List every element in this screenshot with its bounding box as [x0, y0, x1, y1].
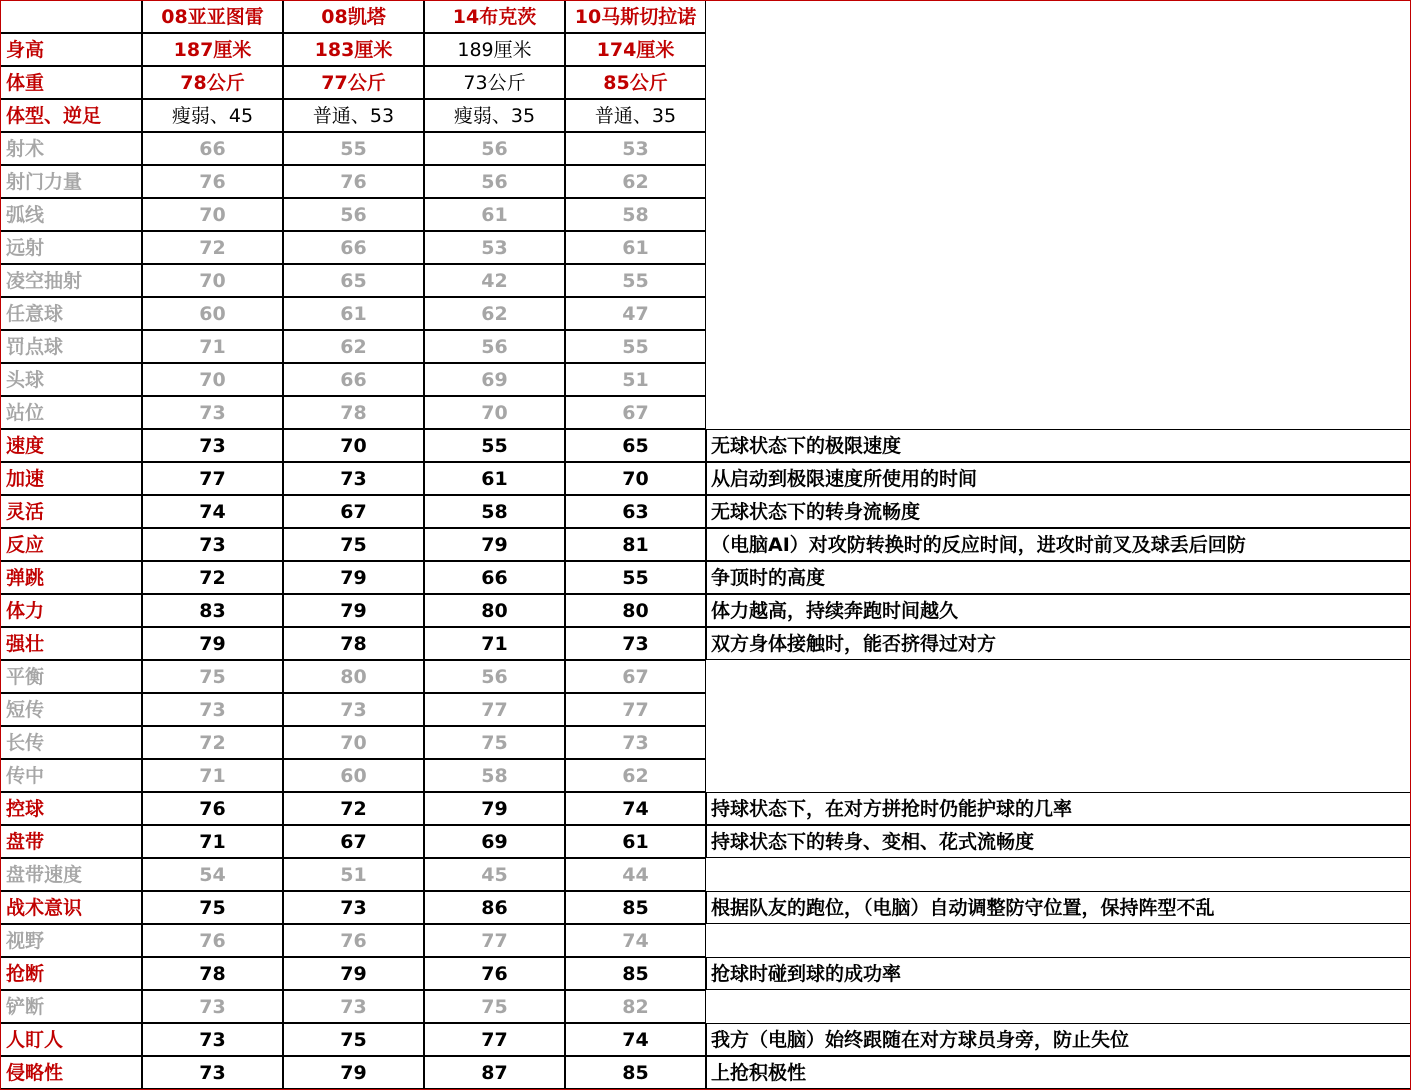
- stat-value: 73: [142, 1023, 283, 1056]
- table-row: [0, 924, 1411, 957]
- stat-value: 75: [424, 990, 565, 1023]
- table-row: [0, 1023, 1411, 1056]
- stat-value: 61: [283, 297, 424, 330]
- table-row: [0, 891, 1411, 924]
- stat-value: 77公斤: [283, 66, 424, 99]
- stat-value: 79: [424, 528, 565, 561]
- player-header: 10马斯切拉诺: [565, 0, 706, 33]
- stat-value: 44: [565, 858, 706, 891]
- table-row: [0, 132, 1411, 165]
- stat-value: 73: [283, 891, 424, 924]
- stat-value: 70: [142, 198, 283, 231]
- stat-value: 71: [142, 825, 283, 858]
- stat-value: 67: [565, 660, 706, 693]
- stat-value: 58: [424, 495, 565, 528]
- attribute-label: 传中: [0, 759, 142, 792]
- table-row: [0, 33, 1411, 66]
- attribute-label: 弧线: [0, 198, 142, 231]
- stat-value: 75: [283, 528, 424, 561]
- stat-value: 86: [424, 891, 565, 924]
- attribute-label: 铲断: [0, 990, 142, 1023]
- stat-value: 瘦弱、35: [424, 99, 565, 132]
- attribute-label: 弹跳: [0, 561, 142, 594]
- stat-value: 78: [283, 627, 424, 660]
- stat-value: 77: [565, 693, 706, 726]
- stat-value: 183厘米: [283, 33, 424, 66]
- attribute-label: 站位: [0, 396, 142, 429]
- stat-value: 62: [565, 759, 706, 792]
- stat-value: 66: [283, 363, 424, 396]
- stat-value: 70: [424, 396, 565, 429]
- stat-value: 56: [424, 165, 565, 198]
- table-row: [0, 990, 1411, 1023]
- stat-value: 56: [424, 330, 565, 363]
- table-row: [0, 627, 1411, 660]
- stat-value: 73: [283, 462, 424, 495]
- table-row: [0, 231, 1411, 264]
- stat-value: 72: [142, 726, 283, 759]
- attribute-label: 短传: [0, 693, 142, 726]
- table-row: [0, 429, 1411, 462]
- stat-value: 62: [565, 165, 706, 198]
- stat-value: 70: [565, 462, 706, 495]
- attribute-label: 射门力量: [0, 165, 142, 198]
- stat-value: 普通、53: [283, 99, 424, 132]
- stat-value: 74: [565, 924, 706, 957]
- table-row: [0, 165, 1411, 198]
- stat-value: 75: [424, 726, 565, 759]
- stat-value: 80: [565, 594, 706, 627]
- table-row: [0, 759, 1411, 792]
- stat-value: 60: [142, 297, 283, 330]
- attribute-description: （电脑AI）对攻防转换时的反应时间，进攻时前叉及球丢后回防: [706, 528, 1411, 561]
- stat-value: 73: [142, 990, 283, 1023]
- stat-value: 73: [565, 627, 706, 660]
- attribute-label: 抢断: [0, 957, 142, 990]
- attribute-label: 平衡: [0, 660, 142, 693]
- stat-value: 74: [142, 495, 283, 528]
- table-row: [0, 528, 1411, 561]
- stat-value: 73: [283, 693, 424, 726]
- stat-value: 55: [424, 429, 565, 462]
- stat-value: 61: [565, 825, 706, 858]
- stat-value: 79: [283, 1056, 424, 1089]
- stat-value: 56: [283, 198, 424, 231]
- stat-value: 79: [283, 957, 424, 990]
- stat-value: 56: [424, 660, 565, 693]
- stat-value: 74: [565, 792, 706, 825]
- stat-value: 70: [142, 363, 283, 396]
- table-row: [0, 825, 1411, 858]
- stat-value: 70: [283, 726, 424, 759]
- table-row: [0, 66, 1411, 99]
- stat-value: 80: [283, 660, 424, 693]
- stat-value: 62: [283, 330, 424, 363]
- stat-value: 55: [565, 264, 706, 297]
- stat-value: 73: [565, 726, 706, 759]
- stat-value: 78: [283, 396, 424, 429]
- attribute-label: 远射: [0, 231, 142, 264]
- stat-value: 71: [142, 330, 283, 363]
- stat-value: 80: [424, 594, 565, 627]
- table-row: [0, 957, 1411, 990]
- stat-value: 76: [283, 165, 424, 198]
- stat-value: 45: [424, 858, 565, 891]
- stat-value: 69: [424, 825, 565, 858]
- stat-value: 70: [283, 429, 424, 462]
- stat-value: 73: [142, 693, 283, 726]
- stat-value: 85: [565, 891, 706, 924]
- stat-value: 189厘米: [424, 33, 565, 66]
- player-header: 14布克茨: [424, 0, 565, 33]
- player-header: 08凯塔: [283, 0, 424, 33]
- stat-value: 73: [142, 1056, 283, 1089]
- stat-value: 78公斤: [142, 66, 283, 99]
- stat-value: 76: [142, 792, 283, 825]
- corner-cell: [0, 0, 142, 33]
- stat-value: 65: [283, 264, 424, 297]
- stat-value: 73: [283, 990, 424, 1023]
- stat-value: 55: [565, 330, 706, 363]
- stat-value: 瘦弱、45: [142, 99, 283, 132]
- attribute-description: 双方身体接触时，能否挤得过对方: [706, 627, 1411, 660]
- attribute-label: 身高: [0, 33, 142, 66]
- stat-value: 77: [142, 462, 283, 495]
- stat-value: 74: [565, 1023, 706, 1056]
- table-row: [0, 660, 1411, 693]
- table-row: [0, 858, 1411, 891]
- attribute-label: 体重: [0, 66, 142, 99]
- attribute-label: 视野: [0, 924, 142, 957]
- attribute-label: 侵略性: [0, 1056, 142, 1089]
- attribute-label: 长传: [0, 726, 142, 759]
- stat-value: 73公斤: [424, 66, 565, 99]
- attribute-label: 盘带: [0, 825, 142, 858]
- stat-value: 70: [142, 264, 283, 297]
- stat-value: 58: [424, 759, 565, 792]
- stat-value: 75: [283, 1023, 424, 1056]
- attribute-description: 上抢积极性: [706, 1056, 1411, 1089]
- attribute-label: 灵活: [0, 495, 142, 528]
- stat-value: 71: [424, 627, 565, 660]
- table-row: [0, 99, 1411, 132]
- stat-value: 79: [424, 792, 565, 825]
- attribute-description: 我方（电脑）始终跟随在对方球员身旁，防止失位: [706, 1023, 1411, 1056]
- stat-value: 61: [565, 231, 706, 264]
- stat-value: 76: [283, 924, 424, 957]
- attribute-description: 持球状态下，在对方拼抢时仍能护球的几率: [706, 792, 1411, 825]
- attribute-description: 争顶时的高度: [706, 561, 1411, 594]
- attribute-label: 速度: [0, 429, 142, 462]
- table-row: [0, 264, 1411, 297]
- stat-value: 66: [424, 561, 565, 594]
- stat-value: 60: [283, 759, 424, 792]
- table-row: [0, 495, 1411, 528]
- attribute-label: 盘带速度: [0, 858, 142, 891]
- attribute-description: 根据队友的跑位，（电脑）自动调整防守位置，保持阵型不乱: [706, 891, 1411, 924]
- table-row: [0, 198, 1411, 231]
- stat-value: 53: [424, 231, 565, 264]
- attribute-description: 从启动到极限速度所使用的时间: [706, 462, 1411, 495]
- table-row: [0, 363, 1411, 396]
- table-row: [0, 792, 1411, 825]
- stat-value: 53: [565, 132, 706, 165]
- table-row: [0, 462, 1411, 495]
- attribute-label: 凌空抽射: [0, 264, 142, 297]
- attribute-label: 人盯人: [0, 1023, 142, 1056]
- stat-value: 69: [424, 363, 565, 396]
- attribute-description: 持球状态下的转身、变相、花式流畅度: [706, 825, 1411, 858]
- stat-value: 62: [424, 297, 565, 330]
- stat-value: 55: [565, 561, 706, 594]
- attribute-label: 射术: [0, 132, 142, 165]
- stat-value: 76: [142, 924, 283, 957]
- stat-value: 54: [142, 858, 283, 891]
- player-header: 08亚亚图雷: [142, 0, 283, 33]
- stat-value: 81: [565, 528, 706, 561]
- header-row: [0, 0, 1411, 33]
- attribute-label: 体力: [0, 594, 142, 627]
- stat-value: 73: [142, 429, 283, 462]
- stat-value: 87: [424, 1056, 565, 1089]
- table-row: [0, 396, 1411, 429]
- attribute-description: 抢球时碰到球的成功率: [706, 957, 1411, 990]
- stat-value: 77: [424, 693, 565, 726]
- stat-value: 58: [565, 198, 706, 231]
- stat-value: 76: [424, 957, 565, 990]
- stat-value: 73: [142, 396, 283, 429]
- attribute-label: 强壮: [0, 627, 142, 660]
- stat-value: 72: [142, 231, 283, 264]
- table-row: [0, 297, 1411, 330]
- stat-value: 83: [142, 594, 283, 627]
- attribute-label: 反应: [0, 528, 142, 561]
- stat-value: 72: [142, 561, 283, 594]
- table-row: [0, 693, 1411, 726]
- stat-value: 72: [283, 792, 424, 825]
- attribute-description: 无球状态下的转身流畅度: [706, 495, 1411, 528]
- attribute-label: 战术意识: [0, 891, 142, 924]
- stat-value: 78: [142, 957, 283, 990]
- stat-value: 61: [424, 462, 565, 495]
- stat-value: 76: [142, 165, 283, 198]
- table-row: [0, 594, 1411, 627]
- attribute-description: 无球状态下的极限速度: [706, 429, 1411, 462]
- table-row: [0, 1056, 1411, 1089]
- attribute-label: 罚点球: [0, 330, 142, 363]
- stat-value: 77: [424, 924, 565, 957]
- stat-value: 67: [283, 495, 424, 528]
- stat-value: 47: [565, 297, 706, 330]
- attribute-description: 体力越高，持续奔跑时间越久: [706, 594, 1411, 627]
- stat-value: 187厘米: [142, 33, 283, 66]
- stat-value: 42: [424, 264, 565, 297]
- stat-value: 85: [565, 1056, 706, 1089]
- attribute-label: 体型、逆足: [0, 99, 142, 132]
- attribute-label: 头球: [0, 363, 142, 396]
- stat-value: 51: [565, 363, 706, 396]
- stat-value: 71: [142, 759, 283, 792]
- attribute-label: 任意球: [0, 297, 142, 330]
- stat-value: 82: [565, 990, 706, 1023]
- stat-value: 77: [424, 1023, 565, 1056]
- table-row: [0, 561, 1411, 594]
- stat-value: 55: [283, 132, 424, 165]
- table-row: [0, 330, 1411, 363]
- table-row: [0, 726, 1411, 759]
- stat-value: 85: [565, 957, 706, 990]
- attribute-label: 控球: [0, 792, 142, 825]
- stat-value: 75: [142, 660, 283, 693]
- attribute-label: 加速: [0, 462, 142, 495]
- stat-value: 66: [283, 231, 424, 264]
- stat-value: 普通、35: [565, 99, 706, 132]
- stat-value: 67: [565, 396, 706, 429]
- stat-value: 174厘米: [565, 33, 706, 66]
- stat-value: 67: [283, 825, 424, 858]
- stat-value: 66: [142, 132, 283, 165]
- stat-value: 85公斤: [565, 66, 706, 99]
- stat-value: 61: [424, 198, 565, 231]
- stat-value: 63: [565, 495, 706, 528]
- stat-value: 79: [283, 561, 424, 594]
- stat-value: 79: [283, 594, 424, 627]
- stat-value: 73: [142, 528, 283, 561]
- stat-value: 56: [424, 132, 565, 165]
- stat-value: 51: [283, 858, 424, 891]
- stat-value: 65: [565, 429, 706, 462]
- stat-value: 75: [142, 891, 283, 924]
- stat-value: 79: [142, 627, 283, 660]
